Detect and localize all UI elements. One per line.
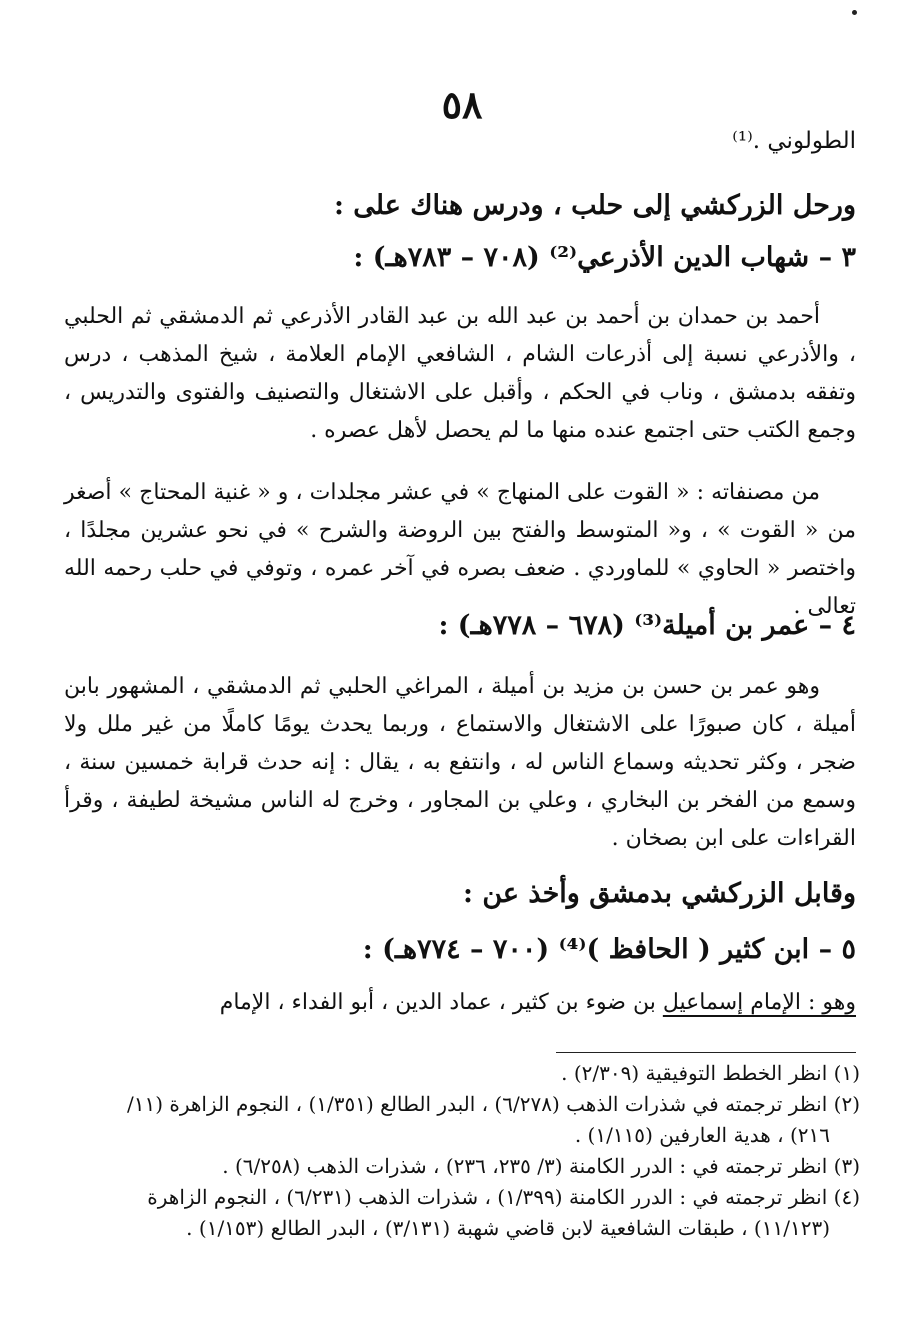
footnotes — [66, 1058, 860, 1244]
item-4-heading: ٤ – عمر بن أميلة⁽³⁾ (٦٧٨ – ٧٧٨هـ) : — [438, 610, 856, 641]
section-heading-damascus: وقابل الزركشي بدمشق وأخذ عن : — [462, 878, 856, 909]
footnote-2: (٢) انظر ترجمته في شذرات الذهب (٦/٢٧٨) ، البدر الطالع (١/٣٥١) ، النجوم الزاهرة (١١/ — [126, 1092, 860, 1116]
item-3-works: من مصنفاته : « القوت على المنهاج » في عشر مجلدات ، و « غنية المحتاج » أصغر من « القوت » ، و« المتوسط والفتح بين الروضة والشرح » في نحو عشرين مجلدًا ، واختصر « الحاوي » للماوردي . ضعف بصره في آخر عمره ، وتوفي في حلب رحمه الله تعالى . — [64, 480, 856, 619]
page-number: ٥٨ — [441, 82, 483, 127]
footnote-2-continued: ٢١٦) ، هدية العارفين (١/١١٥) . — [574, 1123, 830, 1147]
item-5-line — [220, 990, 856, 1015]
item-5-rest-text: بن ضوء بن كثير ، عماد الدين ، أبو الفداء ، الإمام — [219, 990, 663, 1015]
footnote-3: (٣) انظر ترجمته في : الدرر الكامنة (٣/ ٢٣٥، ٢٣٦) ، شذرات الذهب (٦/٢٥٨) . — [222, 1154, 860, 1178]
footnote-1: (١) انظر الخطط التوفيقية (٢/٣٠٩) . — [561, 1061, 860, 1085]
intro-line: الطولوني .⁽¹⁾ — [732, 128, 856, 154]
scan-speck — [852, 10, 857, 15]
footnote-divider — [556, 1052, 856, 1053]
item-4-biography: وهو عمر بن حسن بن مزيد بن أميلة ، المراغي الحلبي ثم الدمشقي ، المشهور بابن أميلة ، كان صبورًا على الاشتغال والاستماع ، وربما يحدث يومًا كاملًا من غير ملل ولا ضجر ، وكثر تحديثه وسماع الناس له ، وانتفع به ، يقال : إنه حدث قرابة خمسين سنة ، وسمع من الفخر بن البخاري ، وعلي بن المجاور ، وخرج له الناس مشيخة لطيفة ، وقرأ القراءات على ابن بصخان . — [64, 674, 856, 851]
item-5-heading: ٥ – ابن كثير ( الحافظ )⁽⁴⁾ (٧٠٠ – ٧٧٤هـ) : — [362, 934, 856, 965]
item-3-biography: أحمد بن حمدان بن أحمد بن عبد الله بن عبد القادر الأذرعي ثم الدمشقي ثم الحلبي ، والأذرعي نسبة إلى أذرعات الشام ، الشافعي الإمام العلامة ، شيخ المذهب ، درس وتفقه بدمشق ، وناب في الحكم ، وأقبل على الاشتغال والتصنيف والفتوى والتدريس ، وجمع الكتب حتى اجتمع عنده منها ما لم يحصل لأهل عصره . — [64, 304, 856, 443]
item-5-underlined-text: وهو : الإمام إسماعيل — [662, 990, 856, 1015]
footnote-4: (٤) انظر ترجمته في : الدرر الكامنة (١/٣٩٩) ، شذرات الذهب (٦/٢٣١) ، النجوم الزاهرة — [147, 1185, 860, 1209]
item-3-heading: ٣ – شهاب الدين الأذرعي⁽²⁾ (٧٠٨ – ٧٨٣هـ) : — [353, 242, 856, 273]
footnote-4-continued: (١١/١٢٣) ، طبقات الشافعية لابن قاضي شهبة (٣/١٣١) ، البدر الطالع (١/١٥٣) . — [186, 1216, 830, 1240]
section-heading-aleppo: ورحل الزركشي إلى حلب ، ودرس هناك على : — [333, 190, 856, 221]
